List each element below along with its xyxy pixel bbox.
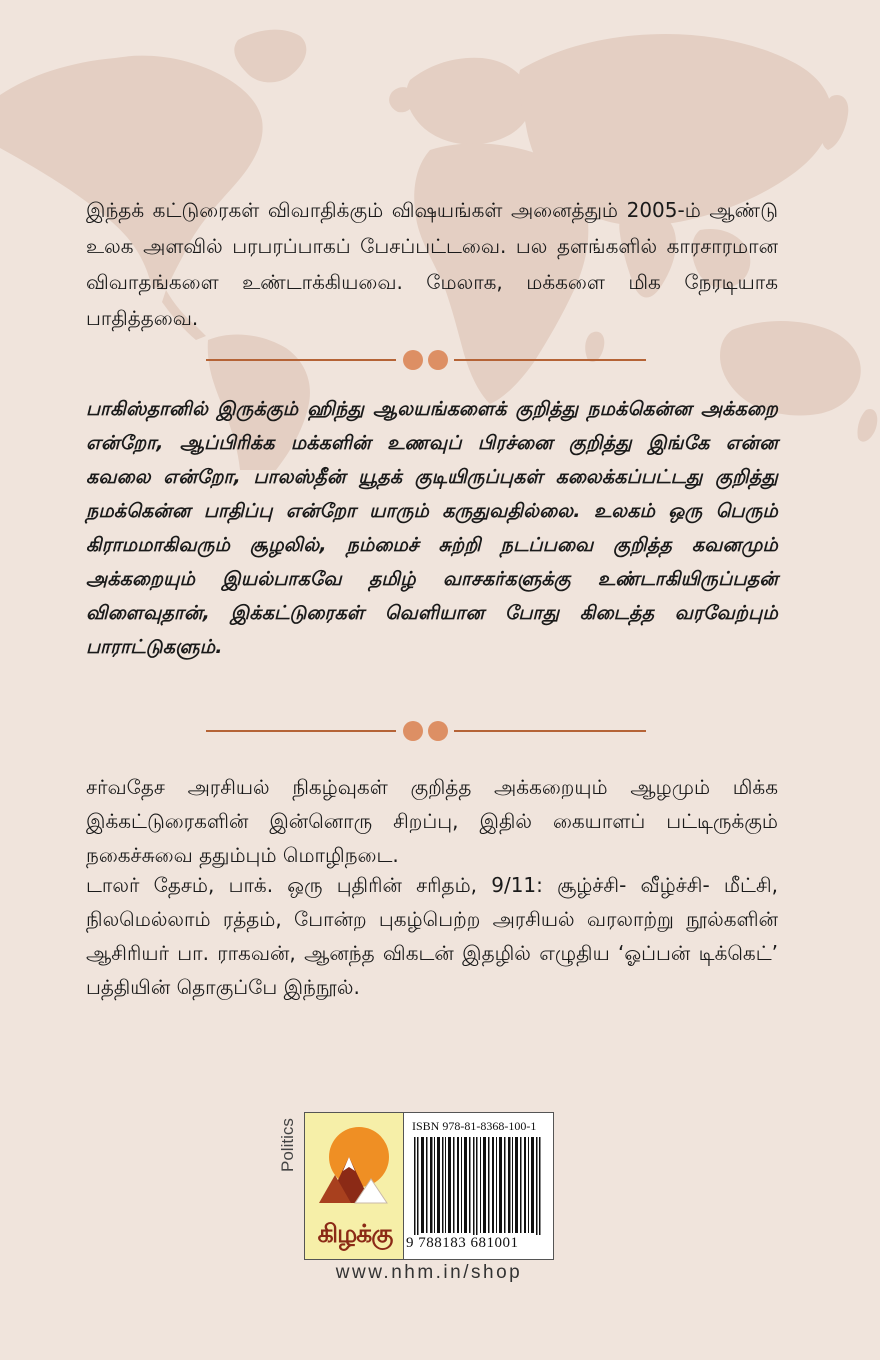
barcode-number: 9 788183 681001 — [406, 1235, 552, 1252]
divider-dot — [428, 350, 448, 370]
barcode — [404, 1112, 554, 1260]
divider-dot — [428, 721, 448, 741]
isbn-label: ISBN 978-81-8368-100-1 — [412, 1119, 537, 1133]
new-zealand-shape — [857, 409, 877, 442]
greenland-shape — [234, 30, 306, 83]
barcode-bars — [406, 1137, 552, 1241]
intro-paragraph: இந்தக் கட்டுரைகள் விவாதிக்கும் விஷயங்கள் அனைத்தும் 2005-ம் ஆண்டு உலக அளவில் பரபரப்பாகப் பேசப்பட்டவை. பல தளங்களில் காரசாரமான விவாதங்களை உண்டாக்கியவை. மேலாக, மக்களை மிக நேரடியாக பாதித்தவை. — [86, 198, 778, 330]
divider-line — [206, 359, 396, 361]
style-paragraph: சர்வதேச அரசியல் நிகழ்வுகள் குறித்த அக்கறையும் ஆழமும் மிக்க இக்கட்டுரைகளின் இன்னொரு சிறப்பு, இதில் கையாளப் பட்டிருக்கும் நகைச்சுவை ததும்பும் மொழிநடை. — [86, 775, 778, 867]
divider-line — [454, 730, 646, 732]
europe-shape — [406, 58, 532, 145]
highlight-paragraph: பாகிஸ்தானில் இருக்கும் ஹிந்து ஆலயங்களைக் குறித்து நமக்கென்ன அக்கறை என்றோ, ஆப்பிரிக்க மக்களின் உணவுப் பிரச்னை குறித்து இங்கே என்ன கவலை என்றோ, பாலஸ்தீன் யூதக் குடியிருப்புகள் கலைக்கப்பட்டது குறித்து நமக்கென்ன பாதிப்பு என்றோ யாரும் கருதுவதில்லை. உலகம் ஒரு பெரும் கிராமமாகிவரும் சூழலில், நம்மைச் சுற்றி நடப்பவை குறித்த கவனமும் அக்கறையும் இயல்பாகவே தமிழ் வாசகர்களுக்கு உண்டாகியிருப்பதன் விளைவுதான், இக்கட்டுரைகள் வெளியான போது கிடைத்த வரவேற்பும் பாராட்டுகளும். — [86, 398, 778, 658]
divider-dot — [403, 350, 423, 370]
divider-line — [206, 730, 396, 732]
divider-dot — [403, 721, 423, 741]
category-label: Politics — [278, 1118, 297, 1172]
website-url: www.nhm.in/shop — [335, 1262, 523, 1283]
sun-mountain-logo-icon — [305, 1113, 405, 1213]
divider-line — [454, 359, 646, 361]
ornament-divider — [206, 348, 646, 372]
ornament-divider — [206, 719, 646, 743]
publisher-logo — [304, 1112, 404, 1260]
author-paragraph: டாலர் தேசம், பாக். ஒரு புதிரின் சரிதம், 9/11: சூழ்ச்சி- வீழ்ச்சி- மீட்சி, நிலமெல்லாம் ரத்தம், போன்ற புகழ்பெற்ற அரசியல் வரலாற்று நூல்களின் ஆசிரியர் பா. ராகவன், ஆனந்த விகடன் இதழில் எழுதிய ‘ஓப்பன் டிக்கெட்’ பத்தியின் தொகுப்பே இந்நூல். — [86, 873, 778, 999]
publisher-logo-text: கிழக்கு — [317, 1219, 393, 1248]
